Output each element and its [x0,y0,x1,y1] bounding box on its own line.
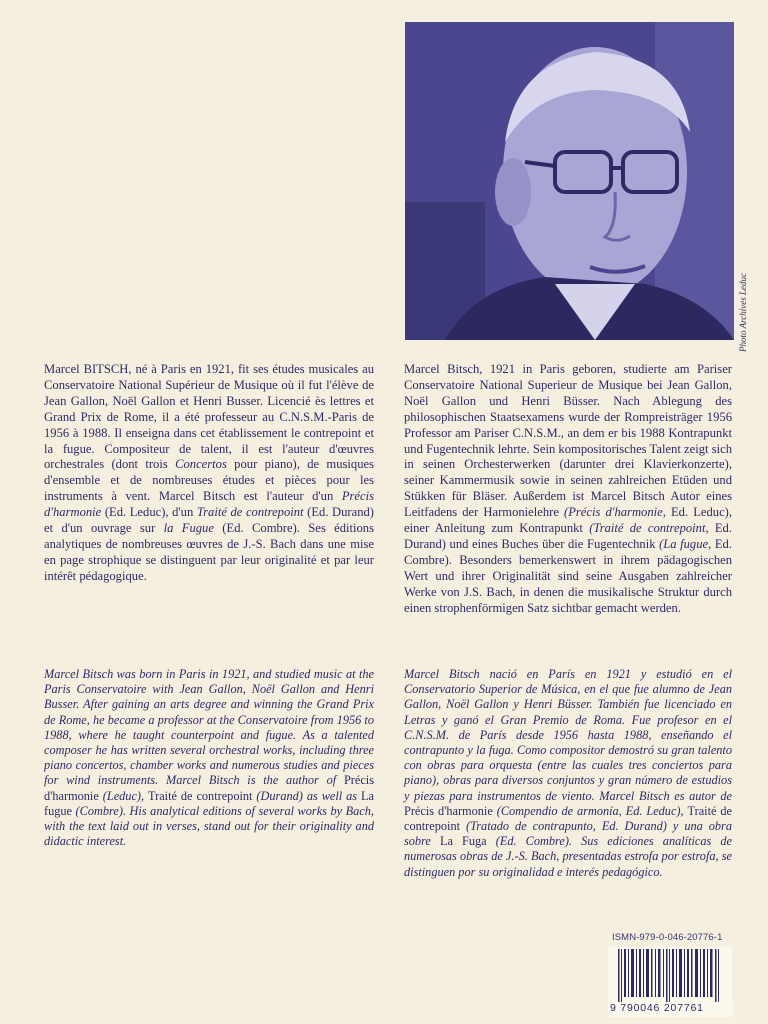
german-text-3: Ed. Durand) und eines Buches über die Fugentechnik [404,521,732,551]
spanish-text-3: (Tratado de contrapunto, Ed. Durand) y una obra sobre [404,819,732,849]
spanish-text-1: Marcel Bitsch nació en París en 1921 y estudió en el Conservatorio Superior de Música, en el que fue alumno de Jean Gallon, Noël Gallon y Henri Büsser. También fue licenciado en Letras y ganó el Gran Premio de Roma. Fue profesor en el C.N.S.M. de París desde 1956 hasta 1988, enseñando el contrapunto y la fuga. Como compositor demostró su gran talento con obras para orquesta (entre las cuales tres conciertos para piano), obras para diversos conjuntos y gran número de estudios y piezas para instrumentos de viento. Marcel Bitsch es autor de [404,667,732,803]
german-text-1: Marcel Bitsch, 1921 in Paris geboren, studierte am Pariser Conservatoire National Superieur de Musique bei Jean Gallon, Noël Gallon und Henri Büsser. Nach Ablegung des philosophischen Staatsexamens wurde der Rompreisträger 1956 Professor am Pariser C.N.S.M., an dem er bis 1988 Kontrapunkt und Fugentechnik lehrte. Sein kompositorisches Talent zeigt sich in seinen Orchesterwerken (darunter drei Klavierkonzerte), seiner Kammermusik sowie in seinen zahlreichen Etüden und Stükken für Bläser. Außerdem ist Marcel Bitsch Autor eines Leitfadens der Harmonielehre [404,362,732,520]
french-text-1: Marcel BITSCH, né à Paris en 1921, fit ses études musicales au Conservatoire National Supérieur de Musique où il fut l'élève de Jean Gallon, Noël Gallon et Henri Busser. Licencié ès lettres et Grand Prix de Rome, il a été professeur au C.N.S.M.-Paris de 1956 à 1988. Il enseigna dans cet établissement le contrepoint et la fugue. Compositeur de talent, il est l'auteur d'œuvres orchestrales (dont trois [44,362,374,472]
spanish-precis-title: Précis d'harmonie [404,803,493,818]
french-text-3: (Ed. Leduc), d'un [101,505,197,520]
english-traite-title: Traité de contrepoint [148,788,253,803]
english-precis-title: Précis d'harmonie [44,773,374,803]
french-concertos: Concertos [175,457,227,472]
portrait-illustration [405,22,734,340]
barcode-digits: 9 790046 207761 [608,1002,734,1014]
french-text-5: (Ed. Combre). Ses éditions analytiques de nombreuses œuvres de J.-S. Bach dans une mise en page strophique se distinguent par leur originalité et par leur intérêt pédagogique. [44,521,374,583]
english-text-4: (Combre). His analytical editions of several works by Bach, with the text laid out in verses, stand out for their originality and didactic interest. [44,803,374,849]
german-precis-title: (Précis d'harmonie, [564,505,666,520]
french-traite-title: Traité de contrepoint [196,505,304,520]
german-traite-title: (Traité de contrepoint, [589,521,709,536]
spanish-text-4: (Ed. Combre). Sus ediciones analíticas de numerosas obras de J.-S. Bach, presentadas estrofa por estrofa, se distinguen por su originalidad e interés pedagógico. [404,834,732,879]
spanish-fugue-title: La Fuga [439,834,487,849]
french-text-2: pour piano), de musiques d'ensemble et de nombreuses études et pièces pour les instruments à vent. Marcel Bitsch est l'auteur d'un [44,457,375,504]
portrait-photo [405,22,734,340]
spanish-biography [404,667,732,880]
english-text-1: Marcel Bitsch was born in Paris in 1921, and studied music at the Paris Conservatoire with Jean Gallon, Noël Gallon and Henri Busser. After gaining an arts degree and winning the Grand Prix de Rome, he became a professor at the Conservatoire from 1956 to 1988, where he taught counterpoint and fugue. As a talented composer he has written several orchestral works, including three piano concertos, chamber works and numerous studies and pieces for wind instruments. Marcel Bitsch is the author of [44,667,374,788]
french-precis-title: Précis d'harmonie [44,489,374,520]
german-biography [404,362,732,617]
english-fugue-title: La fugue [44,788,375,818]
german-text-4: Ed. Combre). Besonders bemerkenswert in ihrem pädagogischen Wert und ihrer Originalität sind seine Ausgaben zahlreicher Werke von J.S. Bach, in denen die musikalische Struktur durch einen strophenförmigen Satz sichtbar gemacht werden. [404,536,732,615]
english-biography [44,667,374,849]
german-fugue-title: (La fugue, [659,536,712,551]
english-text-3: (Durand) as well as [252,788,362,803]
barcode-bars [608,947,732,1003]
spanish-traite-title: Traité de contrepoint [404,803,732,834]
french-text-4: (Ed. Durand) et d'un ouvrage sur [44,505,374,536]
french-biography [44,362,374,585]
spanish-text-2: (Compendio de armonía, Ed. Leduc), [492,803,688,818]
french-fugue-title: la Fugue [163,521,214,536]
german-text-2: Ed. Leduc), einer Anleitung zum Kontrapunkt [404,505,733,536]
ismn-number: ISMN-979-0-046-20776-1 [612,932,723,943]
photo-credit: Photo Archives Leduc [738,273,748,352]
english-text-2: (Leduc), [98,788,149,803]
